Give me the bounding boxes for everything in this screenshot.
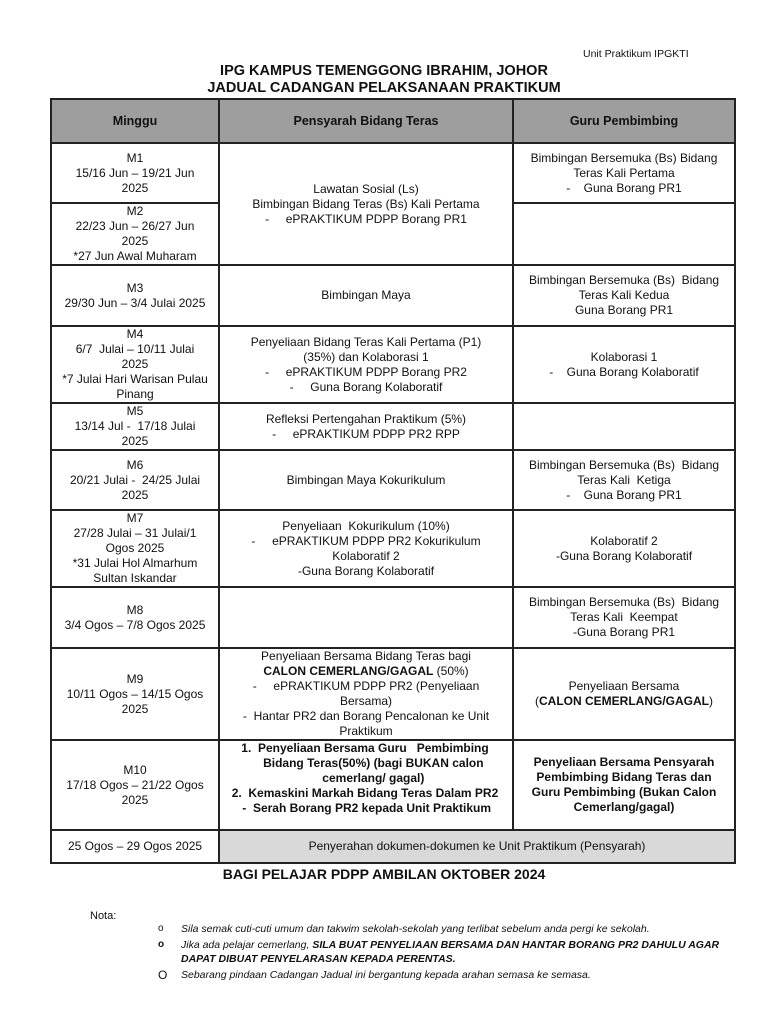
table-header-row: [51, 99, 735, 143]
cell-guru-m4: Kolaborasi 1 - Guna Borang Kolaboratif: [513, 326, 735, 403]
cell-guru-m1: Bimbingan Bersemuka (Bs) Bidang Teras Kali Pertama - Guna Borang PR1: [513, 143, 735, 203]
schedule-title: JADUAL CADANGAN PELAKSANAAN PRAKTIKUM: [207, 80, 561, 96]
cell-pensyarah-m4: Penyeliaan Bidang Teras Kali Pertama (P1) (35%) dan Kolaborasi 1 - ePRAKTIKUM PDPP Borang PR2 - Guna Borang Kolaboratif: [219, 326, 513, 403]
cell-minggu-m3: M3 29/30 Jun – 3/4 Julai 2025: [51, 265, 219, 326]
cell-pensyarah-m3: Bimbingan Maya: [219, 265, 513, 326]
cell-guru-m2: [513, 203, 735, 265]
table-row: [51, 510, 735, 587]
cell-guru-m7: Kolaboratif 2 -Guna Borang Kolaboratif: [513, 510, 735, 587]
table-row: [51, 830, 735, 863]
cell-pensyarah-m1-m2: Lawatan Sosial (Ls) Bimbingan Bidang Teras (Bs) Kali Pertama - ePRAKTIKUM PDPP Borang PR1: [219, 143, 513, 265]
cell-guru-m5: [513, 403, 735, 450]
table-row: [51, 450, 735, 510]
cell-guru-m10: Penyeliaan Bersama Pensyarah Pembimbing Bidang Teras dan Guru Pembimbing (Bukan Calon Cemerlang/gagal): [513, 740, 735, 830]
cell-pensyarah-m8: [219, 587, 513, 648]
table-row: [51, 403, 735, 450]
cell-minggu-m10: M10 17/18 Ogos – 21/22 Ogos 2025: [51, 740, 219, 830]
cell-minggu-m1: M1 15/16 Jun – 19/21 Jun 2025: [51, 143, 219, 203]
cell-pensyarah-m7: Penyeliaan Kokurikulum (10%) - ePRAKTIKUM PDPP PR2 Kokurikulum Kolaboratif 2 -Guna Borang Kolaboratif: [219, 510, 513, 587]
cell-minggu-m4: M4 6/7 Julai – 10/11 Julai 2025 *7 Julai Hari Warisan Pulau Pinang: [51, 326, 219, 403]
table-row: [51, 326, 735, 403]
table-row: [51, 587, 735, 648]
cell-pensyarah-m5: Refleksi Pertengahan Praktikum (5%) - ePRAKTIKUM PDPP PR2 RPP: [219, 403, 513, 450]
cell-minggu-m6: M6 20/21 Julai - 24/25 Julai 2025: [51, 450, 219, 510]
list-item: o Sila semak cuti-cuti umum dan takwim sekolah-sekolah yang terlibat sebelum anda pergi ke sekolah.: [158, 923, 650, 935]
header-pensyarah: Pensyarah Bidang Teras: [219, 99, 513, 143]
cell-guru-m9: Penyeliaan Bersama (CALON CEMERLANG/GAGAL): [513, 648, 735, 740]
cell-pensyarah-m6: Bimbingan Maya Kokurikulum: [219, 450, 513, 510]
table-row: [51, 143, 735, 203]
notes-list: [158, 922, 741, 982]
cell-minggu-m5: M5 13/14 Jul - 17/18 Julai 2025: [51, 403, 219, 450]
list-item: O Sebarang pindaan Cadangan Jadual ini bergantung kepada arahan semasa ke semasa.: [158, 967, 591, 982]
bullet-icon: O: [158, 967, 168, 982]
cell-pensyarah-m9: Penyeliaan Bersama Bidang Teras bagi CALON CEMERLANG/GAGAL (50%) - ePRAKTIKUM PDPP PR2 (Penyeliaan Bersama) - Hantar PR2 dan Borang Pencalonan ke Unit Praktikum: [219, 648, 513, 740]
list-item: o Jika ada pelajar cemerlang, SILA BUAT PENYELIAAN BERSAMA DAN HANTAR BORANG PR2 DAHULU AGAR DAPAT DIBUAT PENYELARASAN KEPADA PERENTAS.: [158, 938, 720, 965]
schedule-table: [50, 98, 736, 864]
cell-guru-m8: Bimbingan Bersemuka (Bs) Bidang Teras Kali Keempat -Guna Borang PR1: [513, 587, 735, 648]
nota-label: Nota:: [90, 910, 117, 922]
institution-title: IPG KAMPUS TEMENGGONG IBRAHIM, JOHOR: [220, 63, 548, 79]
cell-guru-m3: Bimbingan Bersemuka (Bs) Bidang Teras Kali Kedua Guna Borang PR1: [513, 265, 735, 326]
cell-penyerahan: Penyerahan dokumen-dokumen ke Unit Praktikum (Pensyarah): [219, 830, 735, 863]
table-row: [51, 740, 735, 830]
unit-label: Unit Praktikum IPGKTI: [583, 48, 689, 60]
header-guru: Guru Pembimbing: [513, 99, 735, 143]
cell-minggu-m7: M7 27/28 Julai – 31 Julai/1 Ogos 2025 *31 Julai Hol Almarhum Sultan Iskandar: [51, 510, 219, 587]
cell-minggu-m9: M9 10/11 Ogos – 14/15 Ogos 2025: [51, 648, 219, 740]
cell-minggu-last: 25 Ogos – 29 Ogos 2025: [51, 830, 219, 863]
cell-guru-m6: Bimbingan Bersemuka (Bs) Bidang Teras Kali Ketiga - Guna Borang PR1: [513, 450, 735, 510]
intake-subtitle: BAGI PELAJAR PDPP AMBILAN OKTOBER 2024: [222, 866, 546, 882]
cell-minggu-m8: M8 3/4 Ogos – 7/8 Ogos 2025: [51, 587, 219, 648]
header-minggu: Minggu: [51, 99, 219, 143]
cell-minggu-m2: M2 22/23 Jun – 26/27 Jun 2025 *27 Jun Awal Muharam: [51, 203, 219, 265]
bullet-icon: o: [158, 923, 164, 934]
table-row: [51, 265, 735, 326]
bullet-icon: o: [158, 938, 165, 950]
table-row: [51, 648, 735, 740]
cell-pensyarah-m10: 1. Penyeliaan Bersama Guru Pembimbing Bidang Teras(50%) (bagi BUKAN calon cemerlang/ gagal) 2. Kemaskini Markah Bidang Teras Dalam PR2 - Serah Borang PR2 kepada Unit Praktikum: [219, 740, 513, 830]
